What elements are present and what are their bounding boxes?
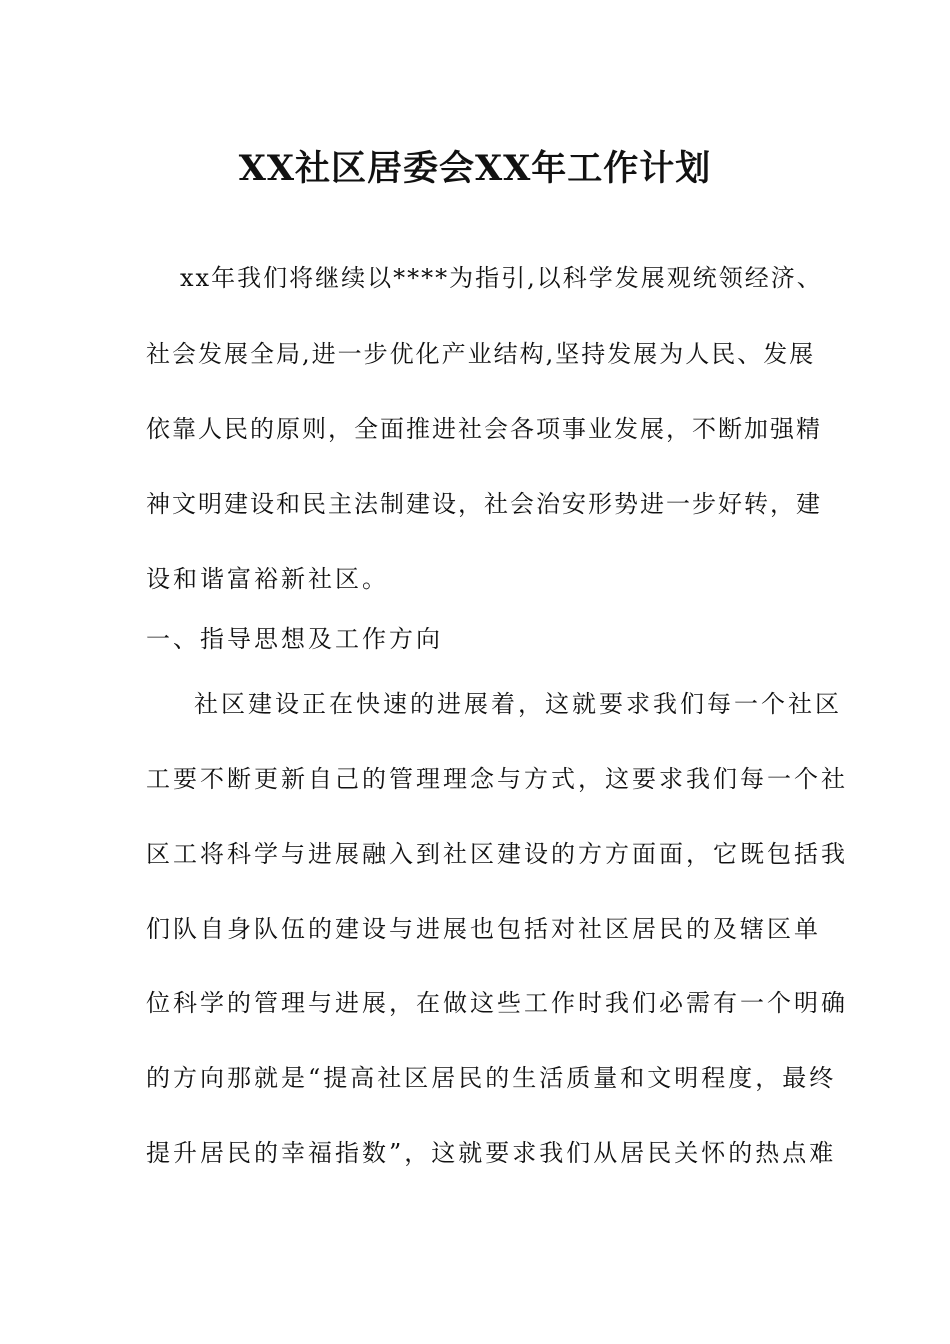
paragraph-2-line-4: 们队自身队伍的建设与进展也包括对社区居民的及辖区单 [146,915,821,943]
paragraph-1-line-2: 社会发展全局,进一步优化产业结构,坚持发展为人民、发展 [146,340,816,368]
paragraph-2-line-3: 区工将科学与进展融入到社区建设的方方面面，它既包括我 [146,840,848,868]
paragraph-1-line-3: 依靠人民的原则，全面推进社会各项事业发展，不断加强精 [146,415,822,443]
paragraph-1-line-4: 神文明建设和民主法制建设，社会治安形势进一步好转，建 [146,490,822,518]
paragraph-2-line-7: 提升居民的幸福指数”，这就要求我们从居民关怀的热点难 [146,1139,837,1167]
paragraph-2-line-5: 位科学的管理与进展，在做这些工作时我们必需有一个明确 [146,989,848,1017]
paragraph-1-line-5: 设和谐富裕新社区。 [146,565,389,593]
paragraph-2-line-2: 工要不断更新自己的管理理念与方式，这要求我们每一个社 [146,765,848,793]
document-title: XX社区居委会XX年工作计划 [238,148,712,189]
paragraph-2-line-6: 的方向那就是“提高社区居民的生活质量和文明程度，最终 [146,1064,837,1092]
section-heading: 一、指导思想及工作方向 [146,625,443,653]
paragraph-1-line-1: xx年我们将继续以****为指引,以科学发展观统领经济、 [180,264,823,292]
paragraph-2-line-1: 社区建设正在快速的进展着，这就要求我们每一个社区 [194,690,842,718]
